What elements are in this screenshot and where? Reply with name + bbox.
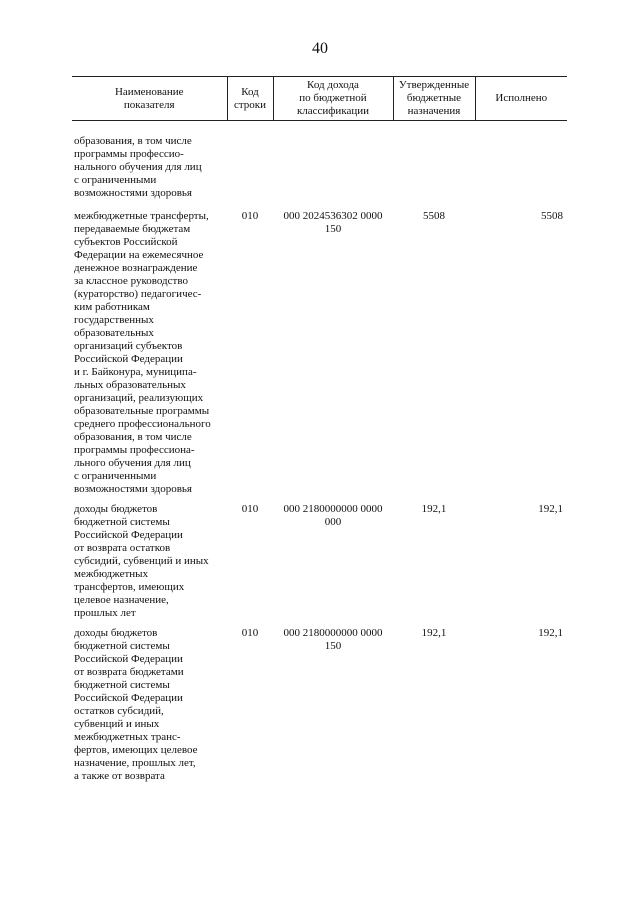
indicator-name-line: доходы бюджетов	[74, 627, 158, 639]
cell-income-code	[273, 121, 393, 201]
indicator-name-line: остатков субсидий,	[74, 705, 164, 717]
indicator-name-line: Российской Федерации	[74, 653, 183, 665]
table-row	[72, 620, 567, 783]
cell-executed: 5508	[541, 210, 563, 222]
indicator-name-line: Российской Федерации	[74, 692, 183, 704]
cell-executed	[475, 121, 567, 201]
indicator-name-line: льных образовательных	[74, 379, 186, 391]
table-header	[72, 77, 567, 121]
indicator-name-line: организаций, реализующих	[74, 392, 204, 404]
indicator-name-line: образовательных	[74, 327, 154, 339]
indicator-name-line: с ограниченными	[74, 470, 157, 482]
indicator-name-line: фертов, имеющих целевое	[74, 744, 198, 756]
indicator-name-line: а также от возврата	[74, 770, 165, 782]
indicator-name-line: доходы бюджетов	[74, 503, 158, 515]
indicator-name-line: бюджетной системы	[74, 516, 170, 528]
header-income-code: Код дохода по бюджетной классификации	[273, 77, 393, 121]
indicator-name-line: Федерации на ежемесячное	[74, 249, 204, 261]
indicator-name-line: от возврата остатков	[74, 542, 171, 554]
indicator-name-line: (кураторство) педагогичес-	[74, 288, 202, 300]
indicator-name-line: льного обучения для лиц	[74, 457, 191, 469]
cell-indicator-name	[72, 496, 227, 620]
indicator-name-line: образования, в том числе	[74, 431, 192, 443]
indicator-name-line: межбюджетные трансферты,	[74, 210, 209, 222]
indicator-name-line: денежное вознаграждение	[74, 262, 198, 274]
indicator-name-line: от возврата бюджетами	[74, 666, 184, 678]
cell-income-code: 000 2024536302 0000 150	[283, 210, 383, 235]
indicator-name-line: образования, в том числе	[74, 135, 192, 147]
indicator-name-line: среднего профессионального	[74, 418, 211, 430]
indicator-name-line: с ограниченными	[74, 174, 157, 186]
indicator-name-line: возможностями здоровья	[74, 187, 192, 199]
budget-execution-table	[72, 76, 567, 783]
page-number: 40	[312, 40, 328, 57]
cell-line-code	[227, 121, 273, 201]
cell-line-code: 010	[241, 503, 259, 515]
indicator-name-line: субъектов Российской	[74, 236, 178, 248]
cell-income-code: 000 2180000000 0000 150	[283, 627, 383, 652]
header-approved: Утвержденные бюджетные назначения	[393, 77, 475, 121]
indicator-name-line: бюджетной системы	[74, 640, 170, 652]
indicator-name-line: нального обучения для лиц	[74, 161, 202, 173]
indicator-name-line: трансфертов, имеющих	[74, 581, 185, 593]
header-executed: Исполнено	[475, 77, 567, 121]
header-code: Код строки	[227, 77, 273, 121]
cell-income-code: 000 2180000000 0000 000	[283, 503, 383, 528]
indicator-name-line: за классное руководство	[74, 275, 188, 287]
indicator-name-line: назначение, прошлых лет,	[74, 757, 196, 769]
cell-indicator-name	[72, 200, 227, 496]
indicator-name-line: ким работникам	[74, 301, 150, 313]
cell-approved: 192,1	[421, 627, 447, 639]
cell-line-code: 010	[241, 627, 259, 639]
cell-indicator-name	[72, 620, 227, 783]
table-row	[72, 121, 567, 201]
indicator-name-line: субвенций и иных	[74, 718, 160, 730]
indicator-name-line: целевое назначение,	[74, 594, 169, 606]
table-row	[72, 200, 567, 496]
indicator-name-line: субсидий, субвенций и иных	[74, 555, 209, 567]
cell-indicator-name	[72, 121, 227, 201]
cell-executed: 192,1	[538, 503, 563, 515]
cell-approved	[393, 121, 475, 201]
indicator-name-line: и г. Байконура, муниципа-	[74, 366, 197, 378]
indicator-name-line: программы профессиона-	[74, 444, 195, 456]
indicator-name-line: государственных	[74, 314, 154, 326]
indicator-name-line: Российской Федерации	[74, 529, 183, 541]
indicator-name-line: передаваемые бюджетам	[74, 223, 191, 235]
table-row	[72, 496, 567, 620]
indicator-name-line: межбюджетных	[74, 568, 149, 580]
cell-line-code: 010	[241, 210, 259, 222]
table-body	[72, 121, 567, 784]
cell-approved: 5508	[423, 210, 445, 222]
indicator-name-line: Российской Федерации	[74, 353, 183, 365]
indicator-name-line: программы профессио-	[74, 148, 184, 160]
indicator-name-line: межбюджетных транс-	[74, 731, 181, 743]
indicator-name-line: прошлых лет	[74, 607, 136, 619]
indicator-name-line: образовательные программы	[74, 405, 210, 417]
cell-executed: 192,1	[538, 627, 563, 639]
indicator-name-line: организаций субъектов	[74, 340, 183, 352]
header-name: Наименование показателя	[72, 77, 227, 121]
indicator-name-line: бюджетной системы	[74, 679, 170, 691]
indicator-name-line: возможностями здоровья	[74, 483, 192, 495]
cell-approved: 192,1	[421, 503, 447, 515]
